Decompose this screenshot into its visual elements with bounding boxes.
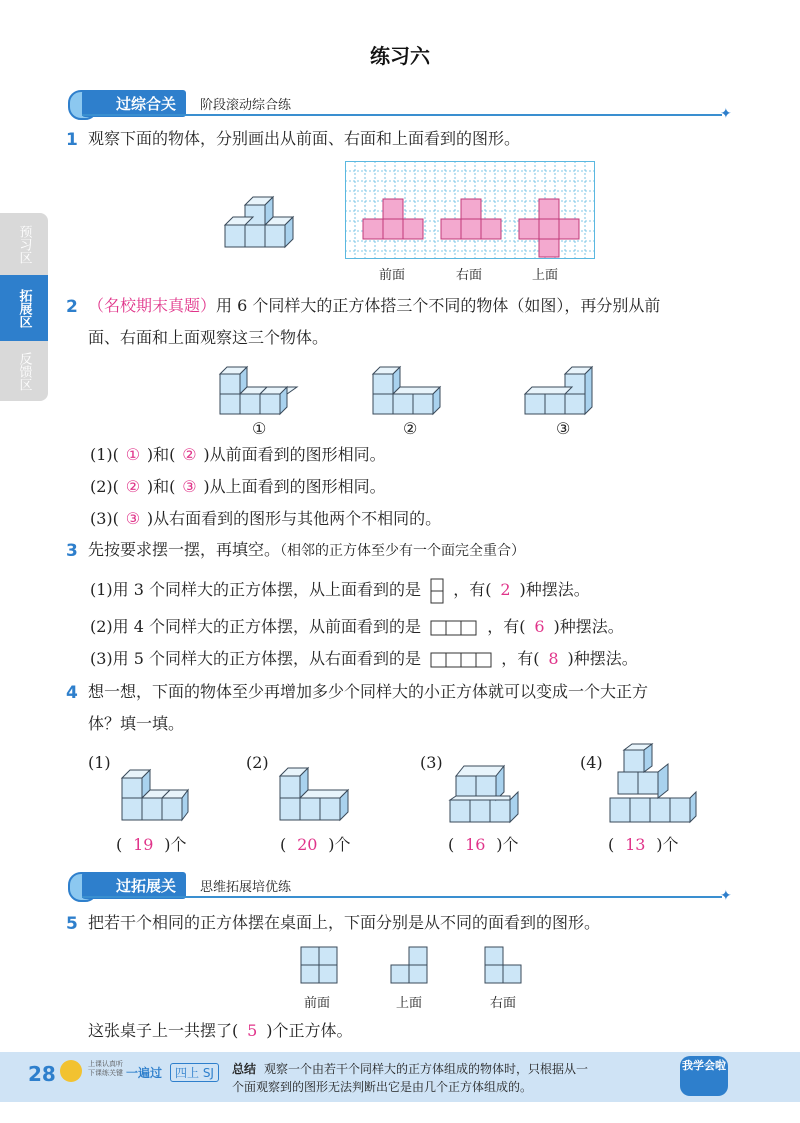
star-icon: ✦ xyxy=(720,106,732,122)
q4-answer-1: ( 19 )个 xyxy=(116,830,187,860)
section-subtitle: 思维拓展培优练 xyxy=(200,880,292,895)
q2-line-1: (1)( ① )和( ② )从前面看到的图形相同。 xyxy=(90,440,386,470)
exam-tag: （名校期末真题） xyxy=(88,296,217,315)
cube-top xyxy=(260,387,297,394)
question-number: 2 xyxy=(66,297,78,317)
fig-label: ① xyxy=(252,419,267,438)
question-text: 观察下面的物体，分别画出从前面、右面和上面看到的图形。 xyxy=(88,129,521,148)
top-cell xyxy=(519,219,539,239)
top-cell xyxy=(539,219,559,239)
cube-face xyxy=(545,394,565,414)
cube-face xyxy=(373,394,393,414)
cube-face xyxy=(373,374,393,394)
q2-line-3: (3)( ③ )从右面看到的图形与其他两个不相同的。 xyxy=(90,504,441,534)
question-text: 想一想，下面的物体至少再增加多少个同样大的小正方体就可以变成一个大正方 xyxy=(88,682,649,701)
q4-answer-4: ( 13 )个 xyxy=(608,830,679,860)
label-front: 前面 xyxy=(379,268,406,283)
cube-top xyxy=(393,387,440,394)
cube-top xyxy=(525,387,572,394)
q4-figure-4 xyxy=(606,742,698,828)
q4-answer-2: ( 20 )个 xyxy=(280,830,351,860)
answer: 8 xyxy=(548,649,559,668)
q1-figure xyxy=(215,195,295,255)
shape-row-4 xyxy=(430,652,492,668)
answer: 13 xyxy=(625,835,646,854)
shape-row-3 xyxy=(430,620,478,636)
tagline: 上课认真听 下课练关键 xyxy=(88,1060,123,1077)
q3-line-1: (1)用 3 个同样大的正方体摆，从上面看到的是 ，有( 2 )种摆法。 xyxy=(90,575,590,605)
mascot-icon xyxy=(60,1060,82,1082)
q4-figure-3 xyxy=(446,756,522,828)
q2-figure-1 xyxy=(215,362,305,418)
cube-face xyxy=(393,394,413,414)
cube-face xyxy=(220,394,240,414)
cube-face xyxy=(245,225,265,247)
right-cell xyxy=(481,219,501,239)
brand: 一遍过 xyxy=(126,1066,163,1080)
top-cell xyxy=(539,199,559,219)
answer: 16 xyxy=(465,835,486,854)
front-cell xyxy=(383,219,403,239)
answer: ② xyxy=(125,477,141,496)
cube-face xyxy=(240,394,260,414)
cube-face xyxy=(265,225,285,247)
q3-line-3: (3)用 5 个同样大的正方体摆，从右面看到的是 ，有( 8 )种摆法。 xyxy=(90,644,638,674)
cube-face xyxy=(260,394,280,414)
question-text-cont: 体？填一填。 xyxy=(88,714,185,733)
right-cell xyxy=(461,219,481,239)
question-number: 5 xyxy=(66,914,78,934)
q4-figure-1 xyxy=(118,762,190,828)
top-cell xyxy=(539,239,559,257)
cube-side xyxy=(585,367,592,414)
cube-face xyxy=(220,374,240,394)
fig-label: ③ xyxy=(556,419,571,438)
answer: 6 xyxy=(534,617,545,636)
front-cell xyxy=(403,219,423,239)
page-footer xyxy=(0,1052,800,1102)
side-tab-feedback[interactable]: 反馈区 xyxy=(16,351,32,391)
q4-label: (4) xyxy=(580,753,603,772)
q2-figure-3 xyxy=(520,356,610,418)
learned-badge: 我学会啦 xyxy=(680,1056,728,1096)
label-right: 右面 xyxy=(490,996,517,1011)
question-text: （名校期末真题）用 6 个同样大的正方体搭三个不同的物体（如图），再分别从前 xyxy=(88,296,661,315)
answer: 20 xyxy=(297,835,318,854)
label-right: 右面 xyxy=(456,268,483,283)
section-badge: 过综合关 xyxy=(82,90,186,117)
q1-answer-grid xyxy=(345,161,595,259)
cube-face xyxy=(565,394,585,414)
question-text-cont: 面、右面和上面观察这三个物体。 xyxy=(88,328,329,347)
label-top: 上面 xyxy=(396,996,423,1011)
q2-figure-2 xyxy=(368,362,458,418)
grade-tag: 四上 SJ xyxy=(170,1063,219,1082)
section-badge: 过拓展关 xyxy=(82,872,186,899)
q5-view-front xyxy=(300,946,340,986)
section-subtitle: 阶段滚动综合练 xyxy=(200,98,292,113)
top-cell xyxy=(559,219,579,239)
page-title: 练习六 xyxy=(370,44,430,68)
answer: ② xyxy=(182,445,197,464)
label-front: 前面 xyxy=(304,996,331,1011)
question-number: 4 xyxy=(66,683,78,703)
question-text: 把若干个相同的正方体摆在桌面上，下面分别是从不同的面看到的图形。 xyxy=(88,913,601,932)
side-tabs xyxy=(0,213,48,401)
label-top: 上面 xyxy=(532,268,559,283)
section-header-2 xyxy=(68,870,732,904)
q5-view-top xyxy=(390,946,430,986)
summary: 总结 观察一个由若干个同样大的正方体组成的物体时，只根据从一 个面观察到的图形无法判断出它是由几个正方体组成的。 xyxy=(232,1062,589,1094)
answer: 19 xyxy=(133,835,154,854)
q5-answer-line: 这张桌子上一共摆了( 5 )个正方体。 xyxy=(88,1016,353,1046)
q4-answer-3: ( 16 )个 xyxy=(448,830,519,860)
q5-view-right xyxy=(484,946,524,986)
q4-label: (1) xyxy=(88,753,111,772)
star-icon: ✦ xyxy=(720,888,732,904)
question-text: 先按要求摆一摆，再填空。（相邻的正方体至少有一个面完全重合） xyxy=(88,540,526,559)
question-number: 3 xyxy=(66,541,78,561)
cube-face xyxy=(413,394,433,414)
answer: ③ xyxy=(125,509,141,528)
side-tab-extend[interactable]: 拓展区 xyxy=(0,275,48,341)
page-number: 28 xyxy=(28,1062,56,1086)
front-cell xyxy=(363,219,383,239)
fig-label: ② xyxy=(403,419,418,438)
cube-face xyxy=(225,225,245,247)
answer: ③ xyxy=(182,477,197,496)
answer: ① xyxy=(125,445,141,464)
front-cell xyxy=(383,199,403,219)
section-header-1 xyxy=(68,88,732,122)
q4-label: (3) xyxy=(420,753,443,772)
answer: 2 xyxy=(500,580,511,599)
answer: 5 xyxy=(247,1021,258,1040)
question-number: 1 xyxy=(66,130,78,150)
q3-line-2: (2)用 4 个同样大的正方体摆，从前面看到的是 ，有( 6 )种摆法。 xyxy=(90,612,624,642)
q4-label: (2) xyxy=(246,753,269,772)
cube-face xyxy=(525,394,545,414)
right-cell xyxy=(441,219,461,239)
q4-figure-2 xyxy=(276,762,356,828)
section-divider xyxy=(82,114,722,116)
section-divider xyxy=(82,896,722,898)
side-tab-preview[interactable]: 预习区 xyxy=(16,224,32,264)
question-note: （相邻的正方体至少有一个面完全重合） xyxy=(280,543,526,559)
q2-line-2: (2)( ② )和( ③ )从上面看到的图形相同。 xyxy=(90,472,386,502)
right-cell xyxy=(461,199,481,219)
shape-vertical-2 xyxy=(430,578,444,604)
